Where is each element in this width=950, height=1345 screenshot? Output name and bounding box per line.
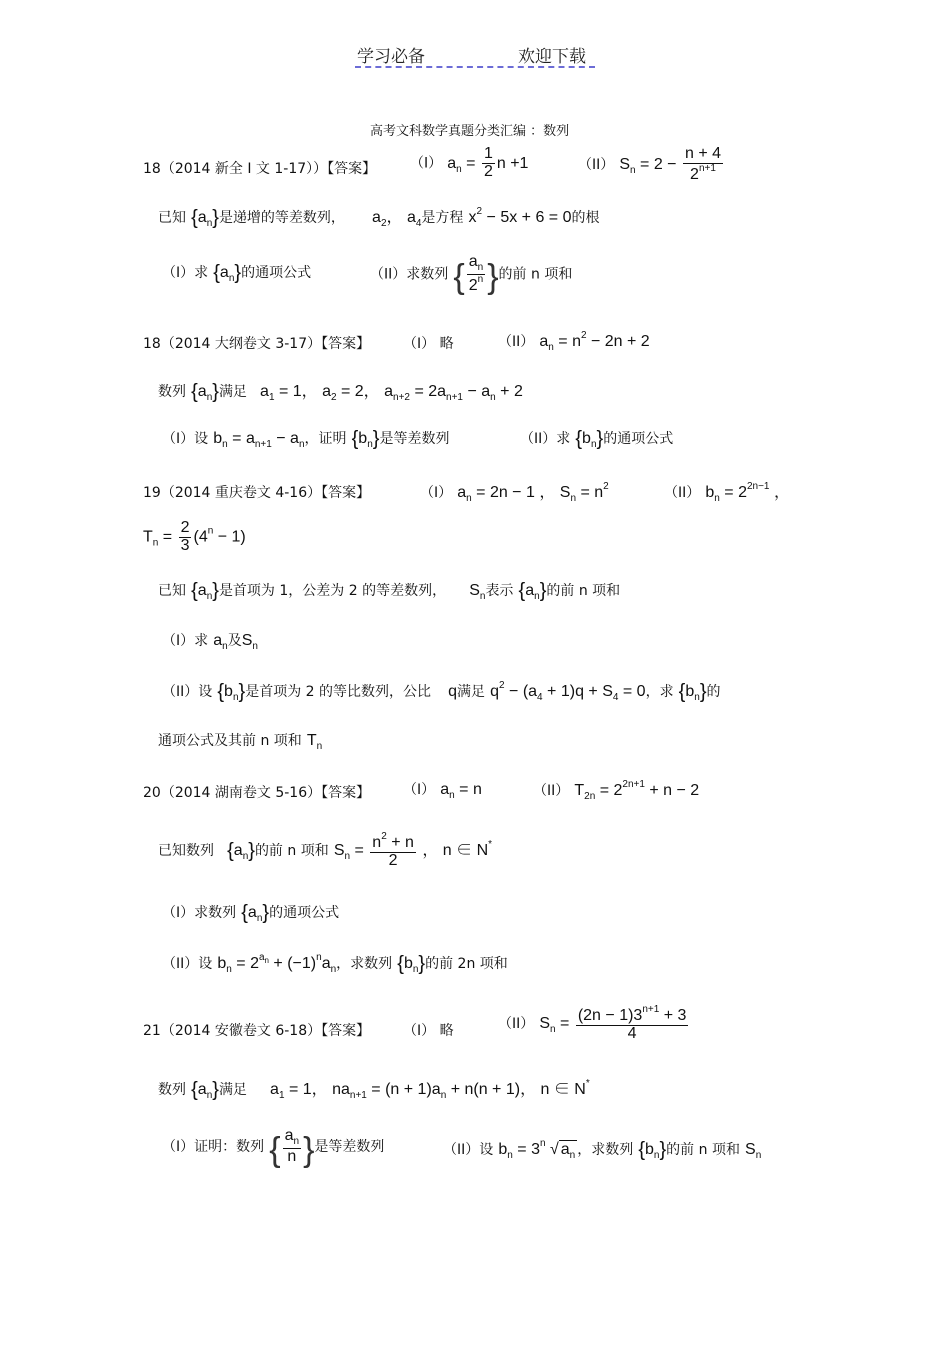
q18a-p1-text: 的通项公式 — [241, 265, 312, 281]
q19-part2-cont: 通项公式及其前 n 项和 $T_n$ — [158, 732, 323, 752]
q18b-p2-text: 的通项公式 — [603, 431, 674, 447]
q18b-answer-1: （I） 略 — [403, 336, 454, 352]
q18a-stem-2: 是递增的等差数列， — [218, 210, 345, 226]
q18b-stem: 数列 $\{a_n\}$满足 $a_1 = 1$， $a_2 = 2$， $a_{n+2} = 2a_{n+1} - a_n + 2$ — [158, 381, 523, 403]
q18b-stem-1: 数列 — [158, 384, 186, 400]
q21-ans2-label: （II） — [498, 1016, 535, 1033]
q19-ans2-label: （II） — [664, 485, 701, 501]
q21-stem: 数列 $\{a_n\}$满足 $a_1 = 1$， $na_{n+1} = (n + 1)a_n + n(n + 1)$， n ∈ N* — [158, 1078, 590, 1101]
q18b-p1-text: 是等差数列 — [379, 431, 450, 447]
q18b-p1-mid: ，证明 — [304, 431, 347, 447]
q18a-p2-text: 的前 n 项和 — [498, 266, 573, 283]
q19-p2-c: ，求 — [645, 684, 674, 700]
q18a-stem: 已知 $\{a_n\}$是递增的等差数列， $a_2$， $a_4$是方程 $x^2 - 5x + 6 = 0$的根 — [158, 206, 600, 229]
q19-part2: （II）设 $\{b_n\}$是首项为 2 的等比数列，公比 q满足 $q^2 - (a_4 + 1)q + S_4 = 0$，求 $\{b_n\}$的 — [162, 680, 721, 703]
q21-stem-1: 数列 — [158, 1082, 186, 1098]
q20-p2-text: 的前 2n 项和 — [425, 956, 508, 972]
q19-p2-e: 通项公式及其前 n 项和 — [158, 733, 302, 749]
q19-p1-label: （I）求 — [162, 633, 209, 649]
q18a-part1: （I）求 $\{a_n\}$的通项公式 — [162, 262, 312, 284]
q18a-answer-2: （II） $S_n = 2$ − $\frac{n + 4}{2^{n+1}}$ — [578, 145, 721, 183]
q19-part1: （I）求 $a_n$及$S_n$ — [162, 632, 258, 652]
q21-part1: （I）证明：数列 { $\frac{a_n}{n}$ }是等差数列 — [162, 1127, 385, 1169]
q20-part1: （I）求数列 $\{a_n\}$的通项公式 — [162, 902, 340, 924]
q18a-p2-label: （II）求数列 — [370, 266, 449, 283]
q21-answer-2: （II） $S_n$ = $\frac{(2n - 1)3^{n+1} + 3}{4}$ — [498, 1004, 687, 1042]
q18b-head: 18（2014 大纲卷文 3-17）【答案】 — [143, 336, 371, 352]
q18b-p1-label: （I）设 — [162, 431, 209, 447]
q19-answer-2: （II） $b_n = 2^{2n-1}$ ， — [664, 481, 790, 504]
q18a-stem-3: 是方程 — [421, 210, 464, 226]
q19-stem: 已知 $\{a_n\}$是首项为 1，公差为 2 的等差数列， $S_n$表示 $\{a_n\}$的前 n 项和 — [158, 580, 621, 602]
q18b-part2: （II）求 $\{b_n\}$的通项公式 — [520, 428, 674, 450]
q18b-p2-label: （II）求 — [520, 431, 571, 447]
q20-stem-2: 的前 n 项和 — [254, 843, 329, 860]
q18a-ans2-label: （II） — [578, 157, 615, 174]
q21-p2-label: （II）设 — [443, 1142, 494, 1158]
q21-p1-text: 是等差数列 — [314, 1138, 385, 1155]
q21-stem-2: 满足 — [218, 1082, 247, 1098]
q21-p2-text: 的前 n 项和 — [666, 1142, 740, 1158]
q18a-answer-1: （I） $a_n$ = $\frac{1}{2}$ n +1 — [410, 145, 529, 180]
q19-p2-b: 满足 — [457, 684, 486, 700]
q21-head: 21（2014 安徽卷文 6-18）【答案】 — [143, 1023, 371, 1039]
q19-answer-tn: $T_n$ = $\frac{2}{3}$ $(4^n - 1)$ — [143, 519, 246, 554]
q19-p2-d: 的 — [706, 684, 721, 700]
q21-answer-1: （I） 略 — [403, 1023, 454, 1039]
q19-answer-1: （I） $a_n = 2n - 1$ ， $S_n = n^2$ — [420, 481, 609, 504]
q18a-part2: （II）求数列 { $\frac{a_n}{2^n}$ }的前 n 项和 — [370, 253, 573, 297]
q19-stem-4: 的前 n 项和 — [546, 583, 621, 599]
q18a-stem-1: 已知 — [158, 210, 186, 226]
q18b-part1: （I）设 $b_n = a_{n+1} - a_n$，证明 $\{b_n\}$是等差数列 — [162, 428, 450, 450]
document-title: 高考文科数学真题分类汇编 ：数列 — [370, 124, 570, 139]
q18a-ans1-label: （I） — [410, 155, 443, 172]
q18a-p1-label: （I）求 — [162, 265, 209, 281]
q21-p2-mid: ，求数列 — [577, 1142, 634, 1158]
q20-part2: （II）设 $b_n = 2^{a_n} + (-1)^na_n$，求数列 $\{b_n\}$的前 2n 项和 — [162, 952, 508, 975]
q18b-stem-2: 满足 — [218, 384, 247, 400]
q19-head: 19（2014 重庆卷文 4-16）【答案】 — [143, 485, 371, 501]
q20-p1-text: 的通项公式 — [269, 905, 340, 921]
q20-ans2-label: （II） — [533, 783, 570, 799]
q20-answer-2: （II） $T_{2n} = 2^{2n+1} + n - 2$ — [533, 779, 700, 802]
q20-p1-label: （I）求数列 — [162, 905, 237, 921]
q20-stem: 已知数列 $\{a_n\}$的前 n 项和 $S_n$ = $\frac{n^2 + n}{2}$ ， n ∈ N* — [158, 831, 493, 869]
page-header — [355, 40, 595, 68]
q18a-stem-4: 的根 — [571, 210, 600, 226]
q20-answer-1: （I） $a_n = n$ — [403, 781, 482, 801]
q20-ans1-label: （I） — [403, 782, 436, 798]
q20-stem-1: 已知数列 — [158, 843, 214, 860]
q19-stem-1: 已知 — [158, 583, 186, 599]
q18b-ans2-label: （II） — [498, 334, 535, 350]
q19-p2-label: （II）设 — [162, 684, 213, 700]
q21-part2: （II）设 $b_n = 3^n$ √ $a_n$ ，求数列 $\{b_n\}$的前 n 项和 $S_n$ — [443, 1138, 762, 1161]
q19-p2-a: 是首项为 2 的等比数列，公比 — [245, 684, 432, 700]
q21-p1-label: （I）证明：数列 — [162, 1138, 265, 1155]
q19-ans1-label: （I） — [420, 485, 453, 501]
q18b-answer-2: （II） $a_n = n^2 - 2n + 2$ — [498, 330, 650, 353]
q19-stem-3: 表示 — [485, 583, 514, 599]
q18a-head: 18（2014 新全 I 文 1-17））【答案】 — [143, 161, 377, 177]
q19-p1-mid: 及 — [227, 633, 242, 649]
q20-p2-label: （II）设 — [162, 956, 213, 972]
q20-head: 20（2014 湖南卷文 5-16）【答案】 — [143, 785, 371, 801]
q20-p2-mid: ，求数列 — [336, 956, 393, 972]
header-left-text: 学习必备 — [357, 47, 425, 67]
q19-stem-2: 是首项为 1，公差为 2 的等差数列， — [218, 583, 447, 599]
header-right-text: 欢迎下载 — [518, 47, 586, 67]
